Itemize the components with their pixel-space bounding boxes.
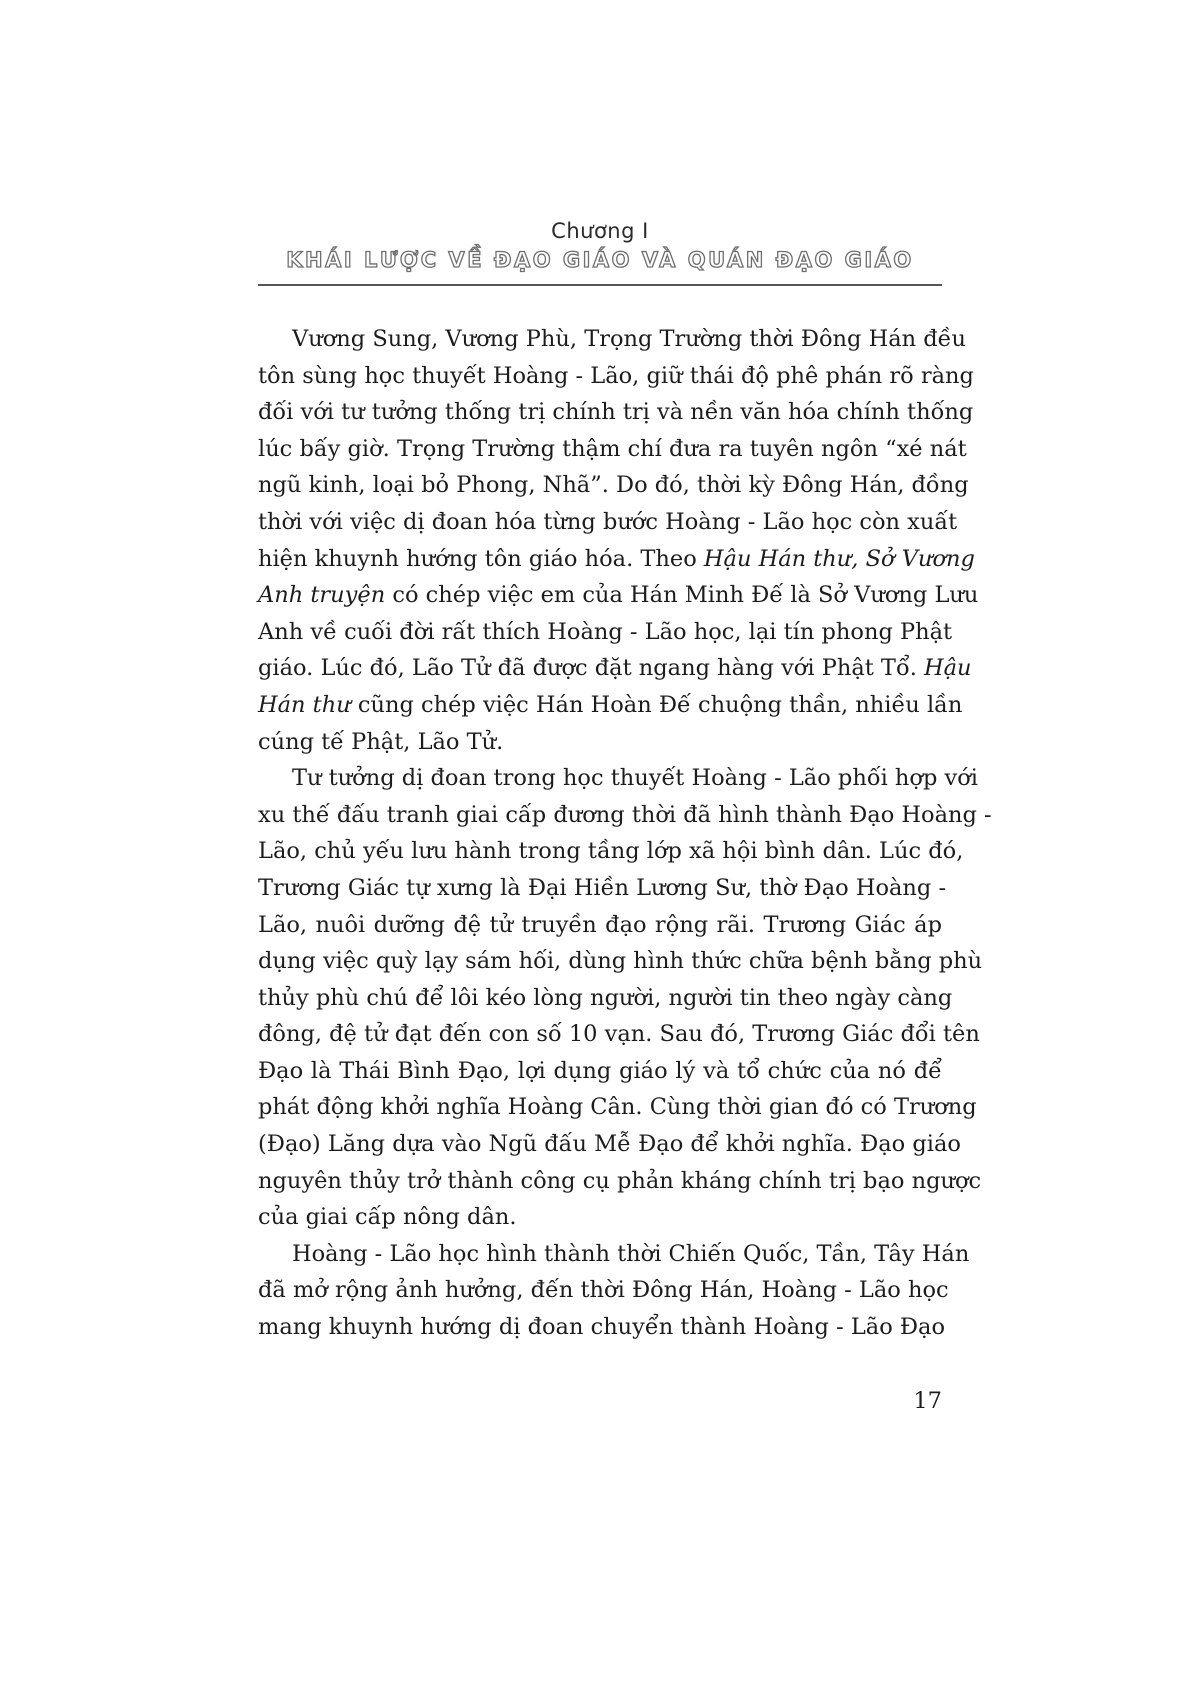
text-line bbox=[258, 577, 979, 614]
text-run: cũng chép việc Hán Hoàn Đế chuộng thần, nhiều lần bbox=[350, 691, 963, 718]
text-line: lúc bấy giờ. Trọng Trường thậm chí đưa ra tuyên ngôn “xé nát bbox=[258, 435, 967, 462]
text-line: Hoàng - Lão học hình thành thời Chiến Quốc, Tần, Tây Hán bbox=[292, 1240, 970, 1267]
text-line: thời với việc dị đoan hóa từng bước Hoàng - Lão học còn xuất bbox=[258, 508, 958, 535]
text-run: có chép việc em của Hán Minh Đế là Sở Vương Lưu bbox=[385, 582, 979, 609]
text-line: Lão, nuôi dưỡng đệ tử truyền đạo rộng rãi. Trương Giác áp bbox=[258, 911, 942, 938]
header-divider bbox=[258, 284, 942, 286]
text-line: mang khuynh hướng dị đoan chuyển thành Hoàng - Lão Đạo bbox=[258, 1314, 946, 1341]
paragraph-1 bbox=[258, 321, 979, 760]
text-line: Tư tưởng dị đoan trong học thuyết Hoàng - Lão phối hợp với bbox=[292, 765, 978, 792]
text-line: xu thế đấu tranh giai cấp đương thời đã hình thành Đạo Hoàng - bbox=[258, 801, 992, 828]
text-line: (Đạo) Lăng dựa vào Ngũ đấu Mễ Đạo để khởi nghĩa. Đạo giáo bbox=[258, 1131, 961, 1158]
text-line: đã mở rộng ảnh hưởng, đến thời Đông Hán, Hoàng - Lão học bbox=[258, 1277, 949, 1304]
running-head bbox=[258, 218, 942, 274]
paragraph-2 bbox=[258, 760, 992, 1236]
text-line: Lão, chủ yếu lưu hành trong tầng lớp xã hội bình dân. Lúc đó, bbox=[258, 838, 964, 865]
text-line: nguyên thủy trở thành công cụ phản kháng chính trị bạo ngược bbox=[258, 1167, 982, 1194]
chapter-title: KHÁI LƯỢC VỀ ĐẠO GIÁO VÀ QUÁN ĐẠO GIÁO bbox=[286, 248, 914, 272]
chapter-label: Chương I bbox=[551, 219, 649, 243]
body-text bbox=[258, 321, 992, 1346]
text-line: Anh về cuối đời rất thích Hoàng - Lão học, lại tín phong Phật bbox=[258, 618, 953, 645]
page-number: 17 bbox=[913, 1388, 942, 1414]
text-run: giáo. Lúc đó, Lão Tử đã được đặt ngang hàng với Phật Tổ. bbox=[258, 655, 925, 682]
text-line: đông, đệ tử đạt đến con số 10 vạn. Sau đó, Trương Giác đổi tên bbox=[258, 1021, 980, 1048]
book-title-italic: Hán thư bbox=[258, 691, 351, 718]
text-line bbox=[258, 541, 975, 578]
book-title-italic: Hậu bbox=[924, 655, 972, 682]
text-line bbox=[258, 687, 963, 724]
text-line: Đạo là Thái Bình Đạo, lợi dụng giáo lý và tổ chức của nó để bbox=[258, 1057, 942, 1084]
text-line: đối với tư tưởng thống trị chính trị và nền văn hóa chính thống bbox=[258, 399, 974, 426]
text-run: hiện khuynh hướng tôn giáo hóa. Theo bbox=[258, 545, 704, 572]
text-line: thủy phù chú để lôi kéo lòng người, người tin theo ngày càng bbox=[258, 984, 953, 1011]
text-line: phát động khởi nghĩa Hoàng Cân. Cùng thời gian đó có Trương bbox=[258, 1094, 977, 1121]
text-line: của giai cấp nông dân. bbox=[258, 1204, 517, 1231]
book-title-italic: Anh truyện bbox=[258, 582, 386, 609]
text-line: ngũ kinh, loại bỏ Phong, Nhã”. Do đó, thời kỳ Đông Hán, đồng bbox=[258, 472, 969, 499]
text-line: dụng việc quỳ lạy sám hối, dùng hình thức chữa bệnh bằng phù bbox=[258, 948, 983, 975]
text-line: cúng tế Phật, Lão Tử. bbox=[258, 728, 504, 755]
paragraph-3 bbox=[258, 1236, 970, 1346]
text-line: tôn sùng học thuyết Hoàng - Lão, giữ thái độ phê phán rõ ràng bbox=[258, 362, 974, 389]
text-line: Trương Giác tự xưng là Đại Hiền Lương Sư, thờ Đạo Hoàng - bbox=[258, 874, 947, 901]
text-line: Vương Sung, Vương Phù, Trọng Trường thời Đông Hán đều bbox=[292, 326, 966, 352]
text-line bbox=[258, 650, 972, 687]
book-title-italic: Hậu Hán thư, Sở Vương bbox=[703, 545, 975, 572]
